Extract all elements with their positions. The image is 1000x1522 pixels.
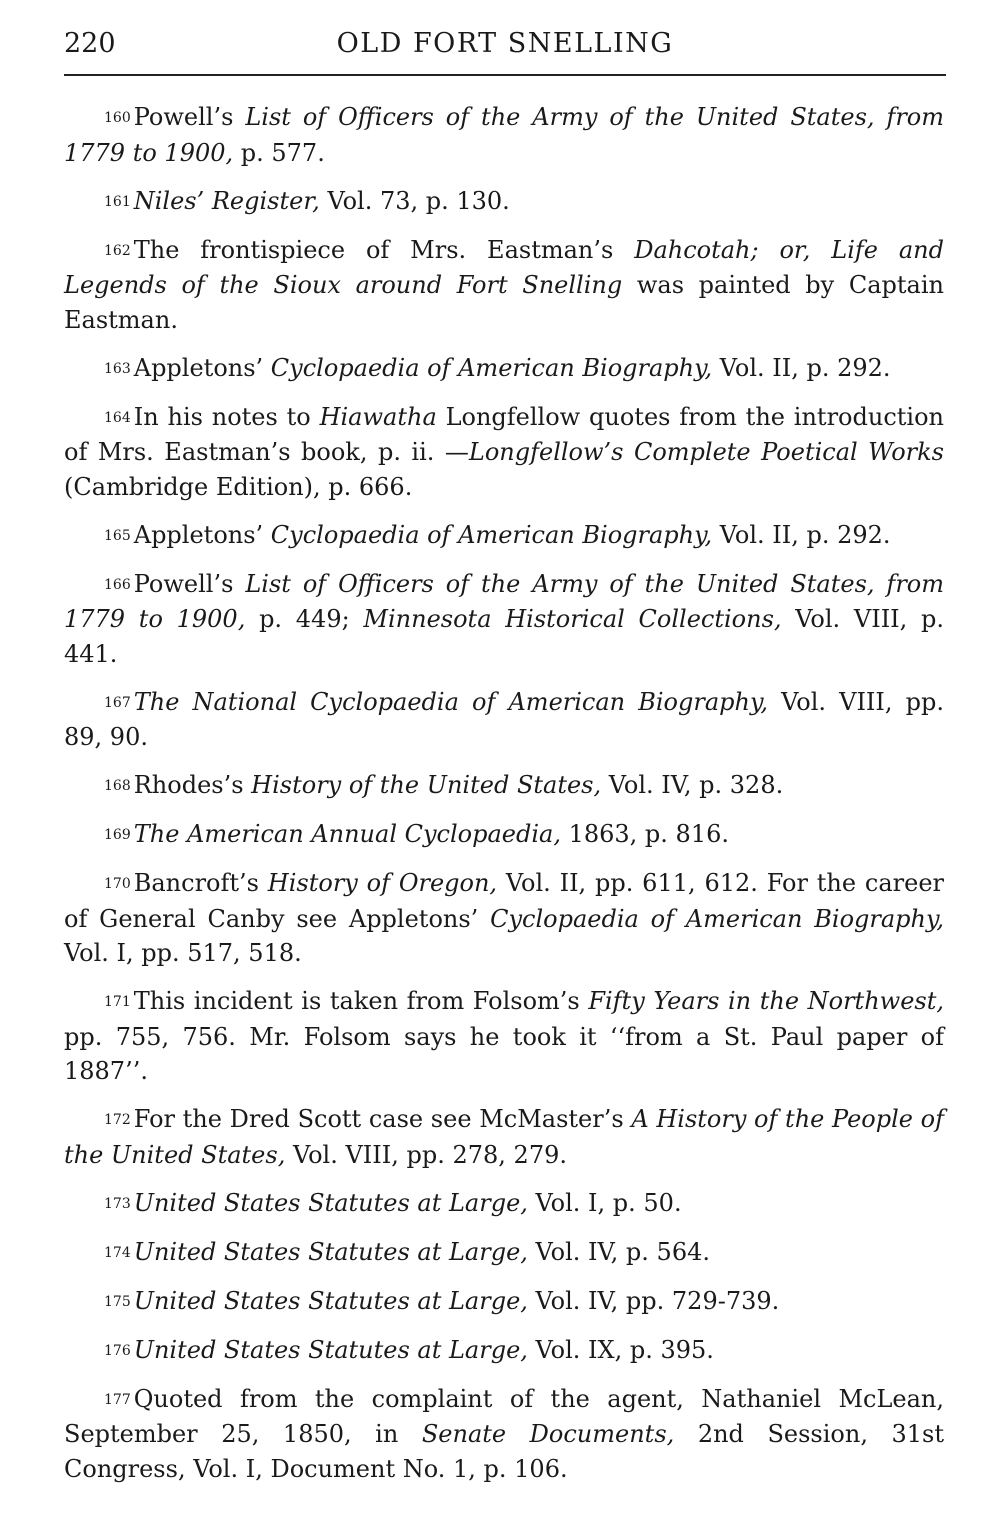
footnote-text: pp. 755, 756. Mr. Folsom says he took it ‘‘from a St. Paul paper of 1887’’. xyxy=(64,1022,944,1085)
footnote-title: United States Statutes at Large, xyxy=(133,1237,528,1266)
footnote-title: Senate Documents, xyxy=(421,1420,675,1448)
footnote-number: 170 xyxy=(104,876,131,892)
footnote-text: Vol. VIII, pp. 89, 90. xyxy=(64,687,945,751)
footnote-text: was painted by Captain Eastman. xyxy=(64,271,944,334)
running-title: OLD FORT SNELLING xyxy=(336,28,674,59)
footnote-text: Vol. IV, pp. 729-739. xyxy=(527,1286,780,1315)
footnote-title: United States Statutes at Large, xyxy=(133,1335,528,1364)
footnote-160 xyxy=(64,100,944,170)
footnote-text: For the Dred Scott case see McMaster’s xyxy=(133,1105,632,1133)
footnote-number: 165 xyxy=(104,527,131,544)
footnote-number: 176 xyxy=(104,1342,131,1359)
footnote-number: 166 xyxy=(104,576,131,593)
footnote-text: Vol. VIII, pp. 278, 279. xyxy=(285,1140,567,1169)
page-header xyxy=(64,22,946,70)
footnotes-list xyxy=(64,100,944,1500)
footnote-number: 175 xyxy=(104,1293,131,1310)
footnote-text: Vol. IV, p. 564. xyxy=(527,1237,710,1266)
footnote-171 xyxy=(64,984,944,1089)
footnote-166 xyxy=(64,567,944,672)
footnote-text: (Cambridge Edition), p. 666. xyxy=(64,472,413,501)
footnote-title: List of Officers of the Army of the United States, from 1779 to 1900, xyxy=(64,103,944,167)
footnote-number: 160 xyxy=(104,110,131,126)
footnote-text: In his notes to xyxy=(133,402,320,431)
footnote-text: Vol. 73, p. 130. xyxy=(319,186,510,215)
footnote-number: 164 xyxy=(104,409,131,426)
footnote-text: This incident is taken from Folsom’s xyxy=(133,987,589,1015)
footnote-title: Cyclopaedia of American Biography, xyxy=(270,353,713,382)
footnote-number: 172 xyxy=(104,1112,131,1128)
footnote-title: United States Statutes at Large, xyxy=(133,1188,528,1217)
footnote-text: p. 449; xyxy=(245,605,364,633)
footnote-text: Quoted from the complaint of the agent, Nathaniel McLean, September 25, 1850, in xyxy=(64,1384,944,1448)
footnote-title: Fifty Years in the Northwest, xyxy=(588,987,944,1015)
footnote-number: 171 xyxy=(104,994,131,1010)
footnote-text: Vol. II, pp. 611, 612. For the career of General Canby see Appletons’ xyxy=(64,869,945,933)
footnote-number: 168 xyxy=(104,778,131,794)
footnote-title: List of Officers of the Army of the United States, from 1779 to 1900, xyxy=(64,569,944,633)
footnote-title: United States Statutes at Large, xyxy=(133,1286,528,1315)
footnote-title: Dahcotah; or, Life and Legends of the Sioux around Fort Snelling xyxy=(64,235,944,299)
footnote-175 xyxy=(64,1284,944,1320)
footnote-text: Vol. II, p. 292. xyxy=(712,353,891,382)
footnote-170 xyxy=(64,866,944,971)
footnote-number: 161 xyxy=(104,193,131,210)
footnote-number: 163 xyxy=(104,360,131,377)
footnote-number: 169 xyxy=(104,827,131,843)
footnote-162 xyxy=(64,233,944,338)
footnote-167 xyxy=(64,685,944,755)
footnote-168 xyxy=(64,768,944,804)
page-number: 220 xyxy=(64,28,116,59)
footnote-number: 167 xyxy=(104,694,131,711)
footnote-text: 2nd Session, 31st Congress, Vol. I, Document No. 1, p. 106. xyxy=(64,1420,944,1483)
footnote-161 xyxy=(64,184,944,220)
footnote-text: Powell’s xyxy=(133,569,246,598)
footnote-number: 174 xyxy=(104,1244,131,1261)
footnote-text: Vol. I, pp. 517, 518. xyxy=(64,939,302,967)
footnote-title: Cyclopaedia of American Biography, xyxy=(490,904,944,933)
footnote-163 xyxy=(64,351,944,387)
footnote-165 xyxy=(64,518,944,554)
footnote-number: 177 xyxy=(104,1391,131,1408)
footnote-number: 173 xyxy=(104,1195,131,1212)
footnote-text: 1863, p. 816. xyxy=(560,820,729,848)
footnote-title: The National Cyclopaedia of American Biography, xyxy=(133,687,768,716)
footnote-text: Rhodes’s xyxy=(133,771,252,799)
footnote-title: The American Annual Cyclopaedia, xyxy=(133,820,561,848)
footnote-text: Appletons’ xyxy=(133,353,271,382)
footnote-164 xyxy=(64,400,944,505)
footnote-177 xyxy=(64,1382,944,1487)
footnote-title: Cyclopaedia of American Biography, xyxy=(270,520,713,549)
footnote-173 xyxy=(64,1186,944,1222)
footnote-172 xyxy=(64,1102,944,1172)
footnote-text: Vol. IV, p. 328. xyxy=(601,771,784,799)
footnote-text: Vol. II, p. 292. xyxy=(712,520,891,549)
footnote-text: The frontispiece of Mrs. Eastman’s xyxy=(133,235,635,264)
footnote-text: Appletons’ xyxy=(133,520,271,549)
footnote-text: Longfellow quotes from the introduction of Mrs. Eastman’s book, p. ii. — xyxy=(64,402,944,466)
header-rule xyxy=(64,74,946,76)
footnote-title: A History of the People of the United States, xyxy=(64,1105,944,1169)
footnote-169 xyxy=(64,817,944,853)
footnote-text: p. 577. xyxy=(233,138,325,167)
footnote-title: Niles’ Register, xyxy=(133,186,320,215)
footnote-176 xyxy=(64,1333,944,1369)
footnote-text: Bancroft’s xyxy=(133,869,268,897)
footnote-text: Vol. VIII, p. 441. xyxy=(64,605,945,668)
footnote-text: Powell’s xyxy=(133,103,246,131)
footnote-174 xyxy=(64,1235,944,1271)
footnote-title: Hiawatha xyxy=(319,402,437,431)
footnote-text: Vol. IX, p. 395. xyxy=(527,1335,714,1364)
footnote-text: Vol. I, p. 50. xyxy=(527,1188,682,1217)
footnote-title: Longfellow’s Complete Poetical Works xyxy=(468,438,944,466)
footnote-number: 162 xyxy=(104,242,131,259)
footnote-title: History of the United States, xyxy=(251,771,602,799)
footnote-title: Minnesota Historical Collections, xyxy=(363,605,782,633)
footnote-title: History of Oregon, xyxy=(267,869,498,897)
